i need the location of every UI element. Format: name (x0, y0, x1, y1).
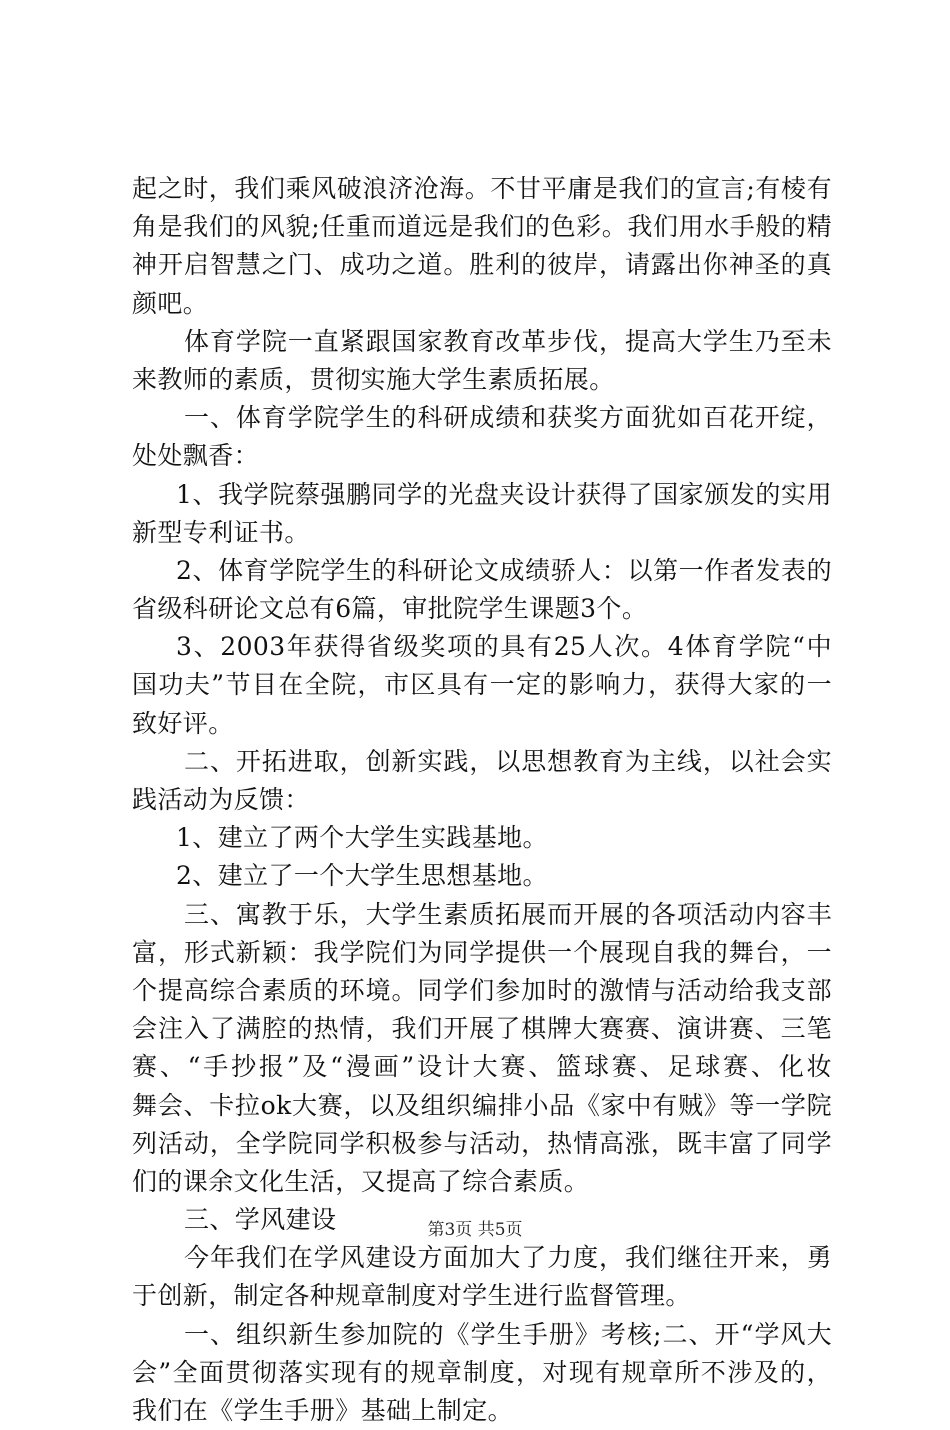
text-line: 起之时，我们乘风破浪济沧海。不甘平庸是我们的宣言;有棱有 (132, 174, 832, 203)
text-line: 今年我们在学风建设方面加大了力度，我们继往开来，勇 (184, 1243, 832, 1273)
text-line: 个提高综合素质的环境。同学们参加时的激情与活动给我支部 (132, 975, 832, 1005)
text-line: 三、寓教于乐，大学生素质拓展而开展的各项活动内容丰 (184, 899, 832, 929)
text-line: 会”全面贯彻落实现有的规章制度，对现有规章所不涉及的， (132, 1357, 832, 1387)
text-line: 三、学风建设 (184, 1205, 337, 1235)
text-line: 二、开拓进取，创新实践，以思想教育为主线，以社会实 (184, 746, 832, 776)
text-line: 富，形式新颖：我学院们为同学提供一个展现自我的舞台，一 (132, 937, 832, 967)
text-line: 省级科研论文总有6篇，审批院学生课题3个。 (132, 594, 648, 624)
text-line: 一、体育学院学生的科研成绩和获奖方面犹如百花开绽， (184, 403, 832, 433)
text-line: 颜吧。 (132, 288, 209, 318)
text-line: 2、体育学院学生的科研论文成绩骄人：以第一作者发表的 (176, 555, 832, 585)
page-footer: 第3页 共5页 (427, 1220, 523, 1240)
text-line: 1、建立了两个大学生实践基地。 (176, 823, 548, 853)
text-line: 践活动为反馈： (132, 785, 310, 814)
text-line: 新型专利证书。 (132, 517, 310, 547)
document-body (132, 170, 832, 1430)
text-line: 1、我学院蔡强鹏同学的光盘夹设计获得了国家颁发的实用 (176, 479, 832, 509)
text-line: 们的课余文化生活，又提高了综合素质。 (132, 1166, 590, 1196)
text-line: 2、建立了一个大学生思想基地。 (176, 861, 548, 891)
text-line: 会注入了满腔的热情，我们开展了棋牌大赛赛、演讲赛、三笔 (132, 1014, 832, 1044)
text-line: 致好评。 (132, 708, 234, 738)
text-line: 我们在《学生手册》基础上制定。 (132, 1396, 514, 1425)
text-line: 3、2003年获得省级奖项的具有25人次。4体育学院“中 (176, 632, 832, 662)
text-line: 列活动，全学院同学积极参与活动，热情高涨，既丰富了同学 (132, 1128, 832, 1158)
text-line: 神开启智慧之门、成功之道。胜利的彼岸，请露出你神圣的真 (132, 250, 832, 280)
text-line: 角是我们的风貌;任重而道远是我们的色彩。我们用水手般的精 (132, 212, 832, 242)
text-line: 于创新，制定各种规章制度对学生进行监督管理。 (132, 1281, 691, 1311)
text-line: 赛、“手抄报”及“漫画”设计大赛、篮球赛、足球赛、化妆 (132, 1052, 832, 1082)
text-line: 国功夫”节目在全院，市区具有一定的影响力，获得大家的一 (132, 670, 832, 700)
text-line: 体育学院一直紧跟国家教育改革步伐，提高大学生乃至未 (184, 326, 832, 356)
text-line: 处处飘香： (132, 441, 260, 471)
text-line: 来教师的素质，贯彻实施大学生素质拓展。 (132, 364, 615, 394)
text-line: 舞会、卡拉ok大赛，以及组织编排小品《家中有贼》等一学院 (132, 1090, 832, 1120)
text-line: 一、组织新生参加院的《学生手册》考核;二、开“学风大 (184, 1319, 832, 1349)
